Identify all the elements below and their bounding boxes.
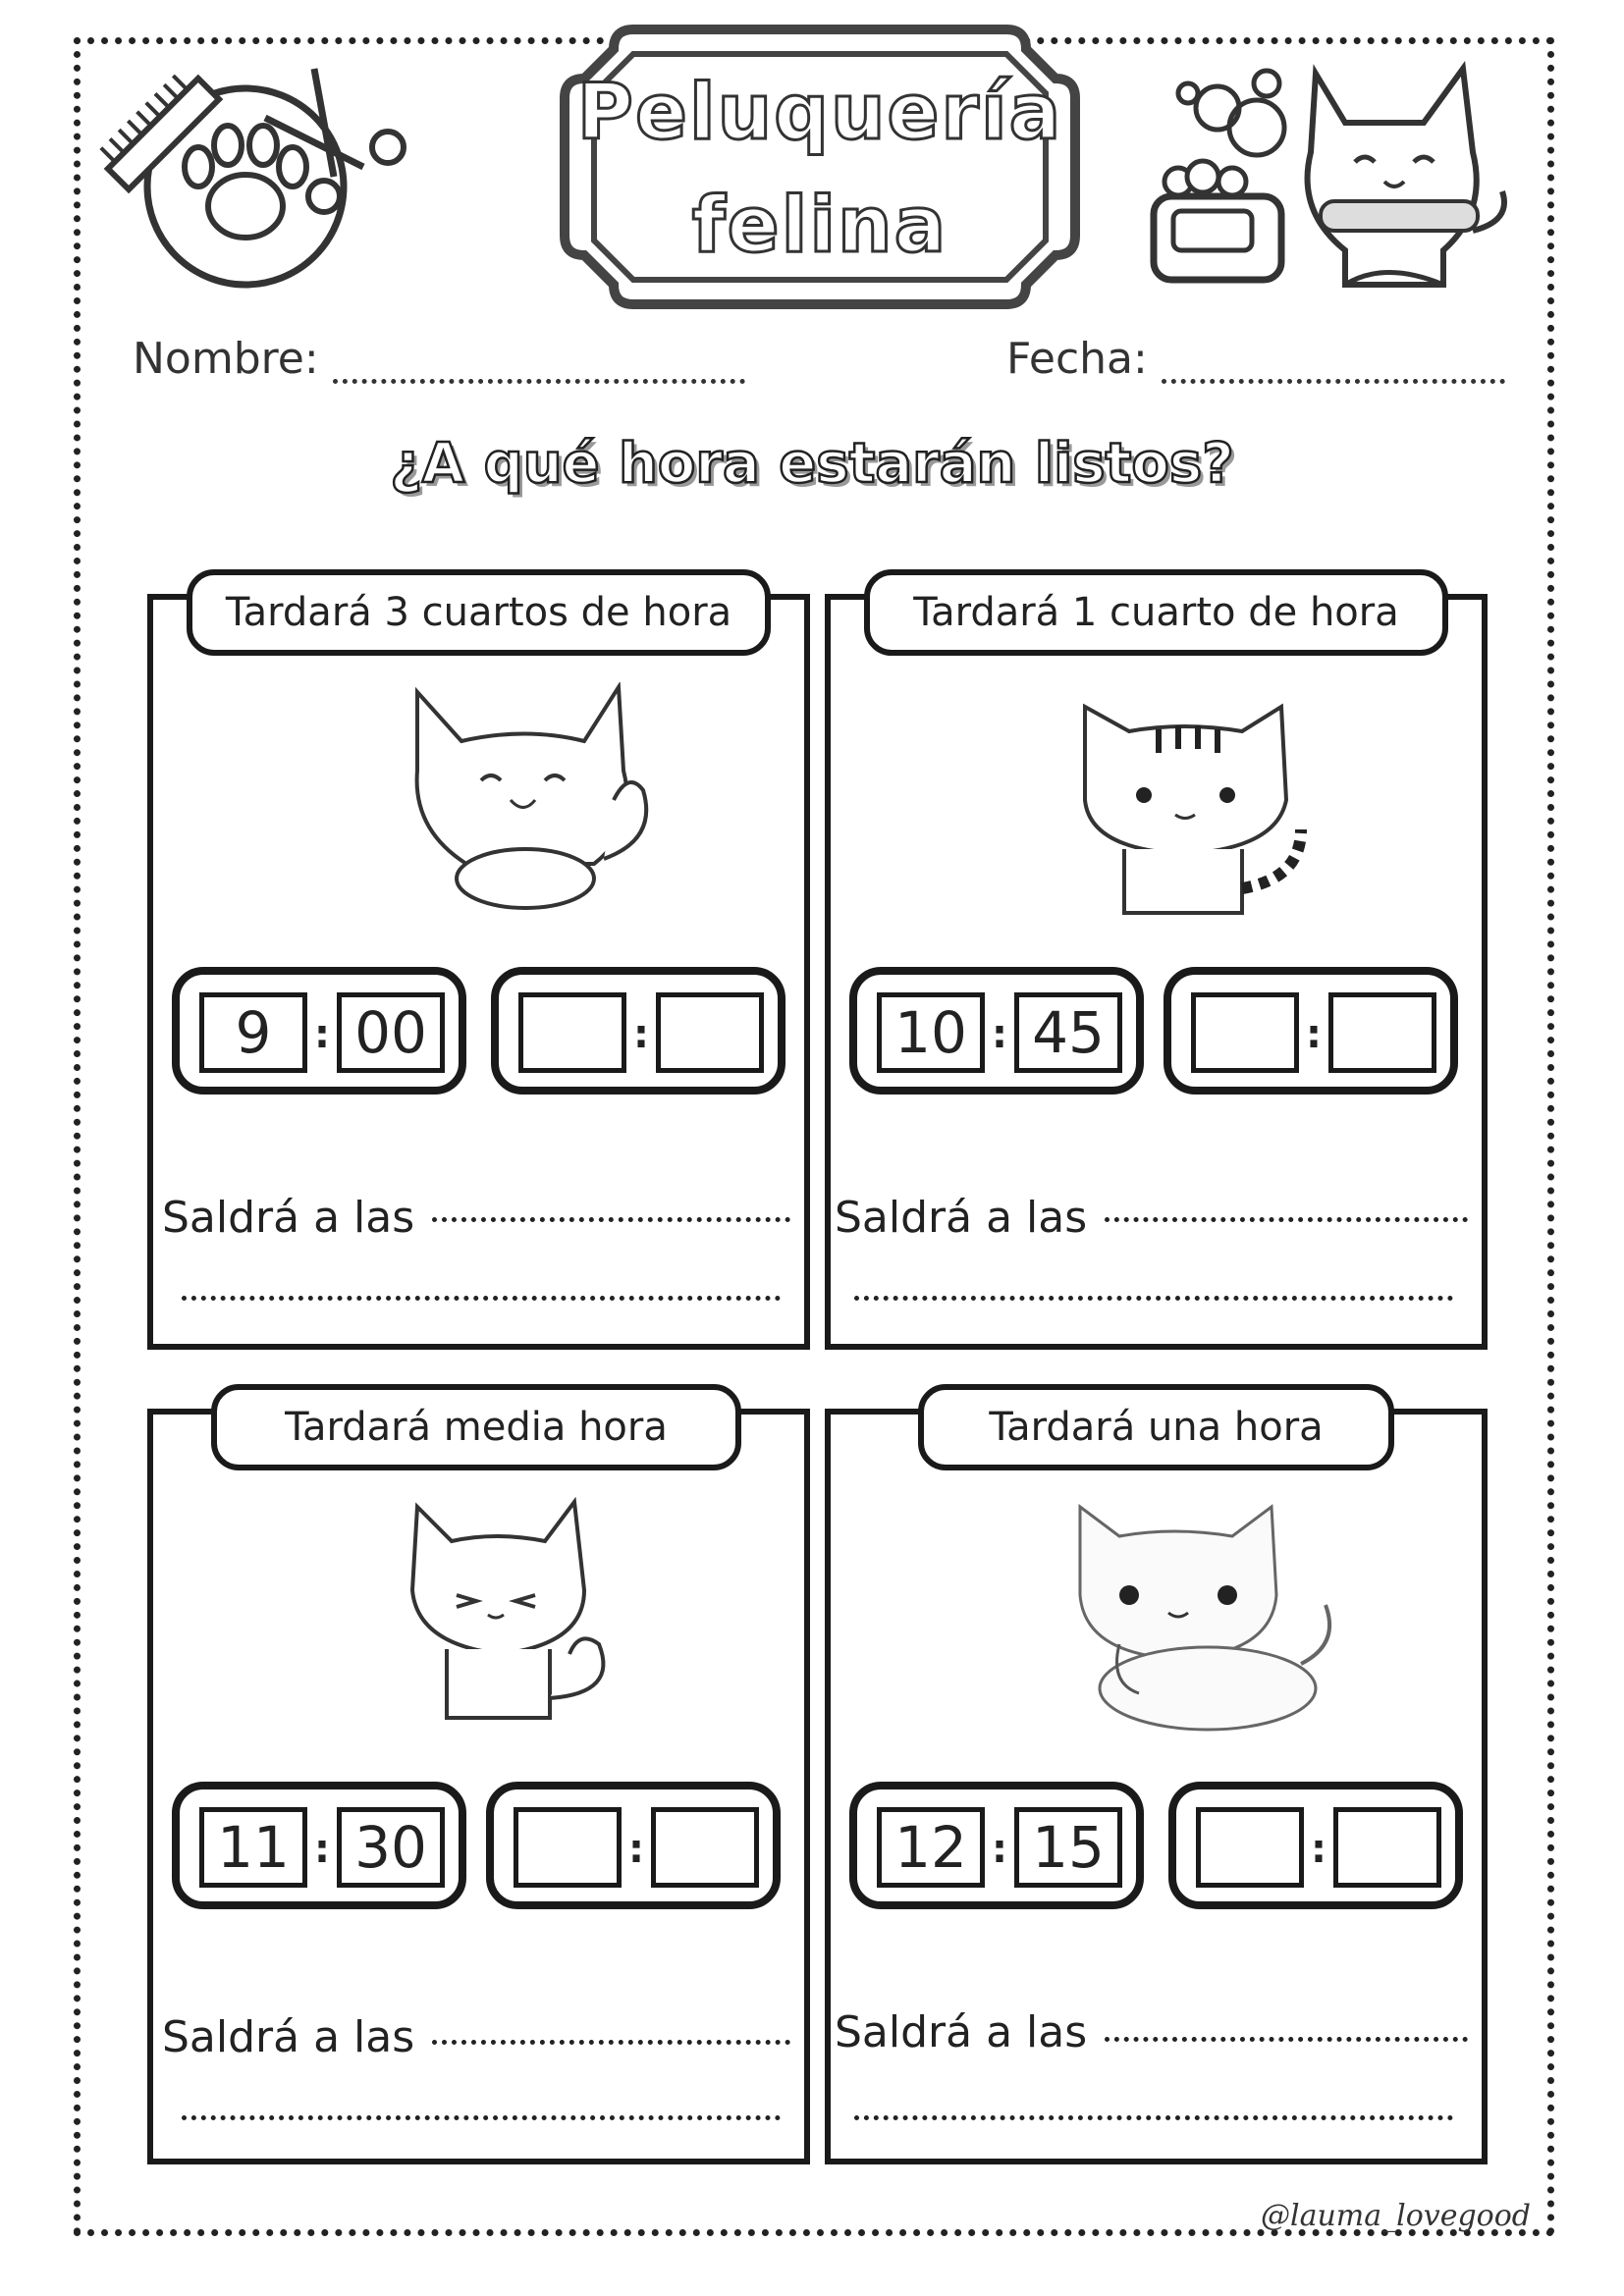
clock-colon: :: [314, 1827, 330, 1872]
name-label: Nombre:: [133, 334, 319, 384]
clock-colon: :: [992, 1827, 1007, 1872]
card-1-answer-line-1[interactable]: [432, 1217, 790, 1222]
clock-colon: :: [633, 1012, 649, 1057]
card-2-end-hour-box[interactable]: [1191, 992, 1299, 1073]
card-2-end-minute-box[interactable]: [1328, 992, 1436, 1073]
clock-colon: :: [1311, 1827, 1326, 1872]
cat-eyes-closed-icon: [388, 1497, 623, 1733]
card-3-start-minute: 30: [337, 1807, 445, 1888]
title-line-1: Peluquería: [576, 69, 1063, 157]
card-2-start-clock: [849, 967, 1144, 1095]
date-dotted-line[interactable]: [1162, 349, 1505, 384]
card-2-duration: Tardará 1 cuarto de hora: [864, 569, 1448, 656]
card-4-end-hour-box[interactable]: [1196, 1807, 1304, 1888]
question-heading: ¿A qué hora estarán listos?: [390, 432, 1234, 496]
card-2-start-minute: 45: [1014, 992, 1122, 1073]
card-1-end-clock[interactable]: [491, 967, 785, 1095]
card-2-answer-line-2[interactable]: [854, 1296, 1453, 1301]
card-4-duration: Tardará una hora: [918, 1384, 1394, 1470]
card-3-end-minute-box[interactable]: [651, 1807, 759, 1888]
clock-colon: :: [314, 1012, 330, 1057]
card-3-end-hour-box[interactable]: [514, 1807, 622, 1888]
card-2-answer-line-1[interactable]: [1105, 1217, 1468, 1222]
name-field[interactable]: [133, 334, 745, 384]
title-line-2: felina: [691, 182, 948, 270]
card-1-end-minute-box[interactable]: [656, 992, 764, 1073]
persian-cat-icon: [1060, 1497, 1345, 1733]
card-1-answer-label: Saldrá a las: [162, 1193, 415, 1243]
card-4-answer-label: Saldrá a las: [835, 2007, 1088, 2057]
card-4-start-clock: [849, 1782, 1144, 1909]
card-3-answer-label: Saldrá a las: [162, 2012, 415, 2062]
card-3-end-clock[interactable]: [486, 1782, 781, 1909]
card-1-answer-line-2[interactable]: [182, 1296, 781, 1301]
date-label: Fecha:: [1006, 334, 1148, 384]
card-4-answer-line-2[interactable]: [854, 2115, 1453, 2120]
card-3-duration: Tardará media hora: [211, 1384, 741, 1470]
card-3-start-clock: [172, 1782, 466, 1909]
card-1-duration: Tardará 3 cuartos de hora: [187, 569, 771, 656]
card-3-answer-line-2[interactable]: [182, 2115, 781, 2120]
card-1-end-hour-box[interactable]: [518, 992, 626, 1073]
card-2-end-clock[interactable]: [1164, 967, 1458, 1095]
card-1-start-minute: 00: [337, 992, 445, 1073]
card-1-start-clock: [172, 967, 466, 1095]
card-3-answer-line-1[interactable]: [432, 2040, 790, 2045]
date-field[interactable]: [1006, 334, 1505, 384]
name-dotted-line[interactable]: [333, 349, 745, 384]
clock-colon: :: [628, 1827, 644, 1872]
card-1-start-hour: 9: [199, 992, 307, 1073]
card-4-end-minute-box[interactable]: [1333, 1807, 1441, 1888]
card-2-answer-label: Saldrá a las: [835, 1193, 1088, 1243]
striped-cat-icon: [1065, 692, 1311, 923]
fluffy-cat-laughing-icon: [388, 682, 663, 918]
card-4-answer-line-1[interactable]: [1105, 2037, 1468, 2042]
paw-comb-scissors-icon: [98, 59, 412, 294]
card-4-end-clock[interactable]: [1168, 1782, 1463, 1909]
author-credit: @lauma_lovegood: [1260, 2199, 1531, 2233]
clock-colon: :: [1306, 1012, 1322, 1057]
card-2-start-hour: 10: [877, 992, 985, 1073]
title-plaque: [545, 20, 1095, 314]
card-3-start-hour: 11: [199, 1807, 307, 1888]
card-4-start-hour: 12: [877, 1807, 985, 1888]
cat-soap-bubbles-icon: [1149, 54, 1512, 299]
clock-colon: :: [992, 1012, 1007, 1057]
card-4-start-minute: 15: [1014, 1807, 1122, 1888]
